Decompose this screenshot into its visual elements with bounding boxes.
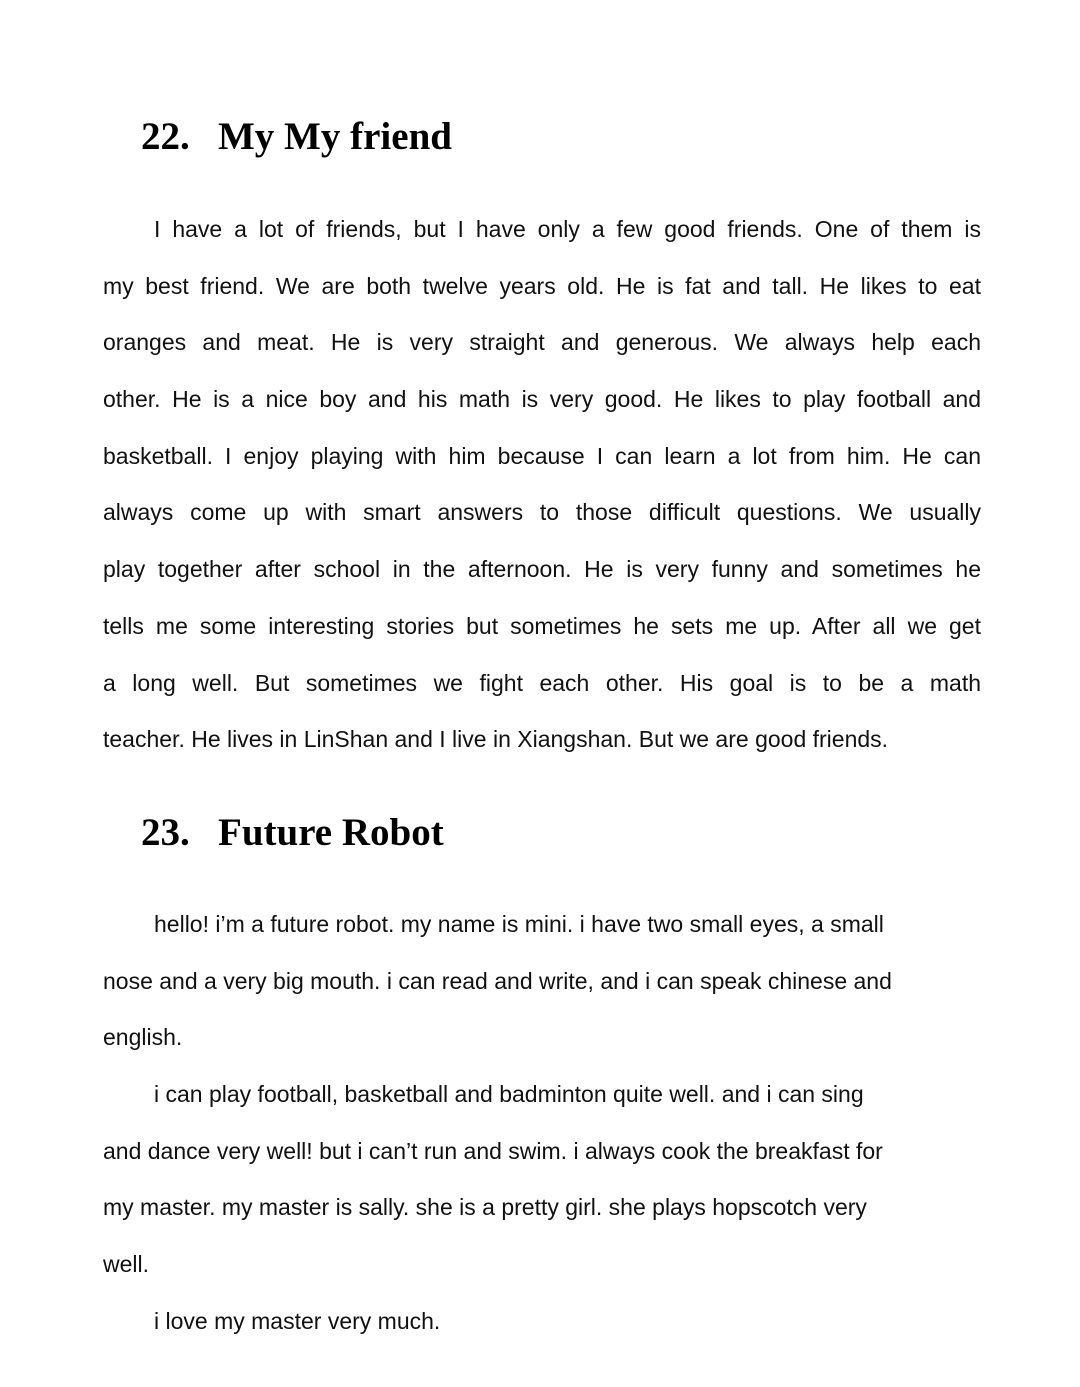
essay-23-line: nose and a very big mouth. i can read and write, and i can speak chinese and <box>103 967 892 994</box>
essay-23-number: 23. <box>141 811 190 854</box>
essay-22-line: my best friend. We are both twelve years old. He is fat and tall. He likes to eat <box>103 272 981 299</box>
essay-23-line: english. <box>103 1024 183 1051</box>
essay-23-title: Future Robot <box>218 811 444 854</box>
essay-22-line: play together after school in the afternoon. He is very funny and sometimes he <box>103 556 981 583</box>
essay-23-line: i love my master very much. <box>154 1307 441 1334</box>
essay-23-line: well. <box>103 1251 150 1278</box>
essay-23-line: hello! i’m a future robot. my name is mini. i have two small eyes, a small <box>154 911 884 937</box>
essay-22-line: other. He is a nice boy and his math is very good. He likes to play football and <box>103 386 981 413</box>
essay-22-title: My My friend <box>218 115 452 158</box>
essay-22-body <box>103 201 981 768</box>
essay-22-line: tells me some interesting stories but sometimes he sets me up. After all we get <box>103 612 981 639</box>
essay-22-line: I have a lot of friends, but I have only a few good friends. One of them is <box>154 216 981 242</box>
essay-23-line: and dance very well! but i can’t run and swim. i always cook the breakfast for <box>103 1137 883 1164</box>
essay-22-heading <box>141 114 452 160</box>
essay-22-number: 22. <box>141 115 190 158</box>
essay-22-line: basketball. I enjoy playing with him because I can learn a lot from him. He can <box>103 442 981 469</box>
essay-22-line: a long well. But sometimes we fight each other. His goal is to be a math <box>103 669 981 696</box>
essay-23-heading <box>141 810 444 856</box>
essay-22-line: always come up with smart answers to those difficult questions. We usually <box>103 499 981 526</box>
essay-22-line: oranges and meat. He is very straight and generous. We always help each <box>103 329 981 356</box>
essay-23-body <box>103 896 1003 1350</box>
essay-23-line: my master. my master is sally. she is a pretty girl. she plays hopscotch very <box>103 1194 867 1221</box>
essay-22-line: teacher. He lives in LinShan and I live in Xiangshan. But we are good friends. <box>103 726 889 753</box>
essay-23-line: i can play football, basketball and badminton quite well. and i can sing <box>154 1081 864 1108</box>
